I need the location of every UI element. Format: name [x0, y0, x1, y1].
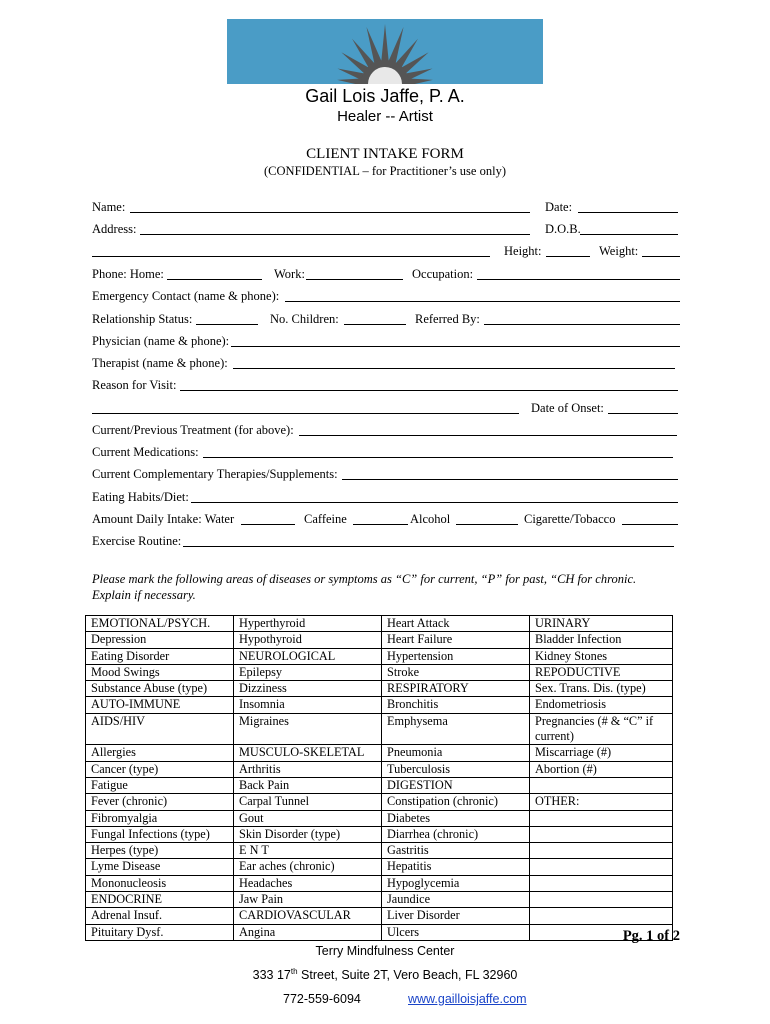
symptom-cell[interactable]: Hypertension [382, 648, 530, 664]
symptom-cell[interactable]: URINARY [530, 616, 673, 632]
symptom-cell[interactable]: Lyme Disease [86, 859, 234, 875]
alcohol-field[interactable] [456, 524, 518, 525]
occupation-label: Occupation: [412, 267, 474, 281]
referred-by-label: Referred By: [415, 312, 480, 326]
symptom-cell[interactable]: AIDS/HIV [86, 713, 234, 745]
symptom-cell[interactable]: Heart Attack [382, 616, 530, 632]
row-therapist [92, 355, 680, 371]
current-treatment-label: Current/Previous Treatment (for above): [92, 423, 294, 437]
symptom-cell[interactable] [530, 810, 673, 826]
dob-field[interactable] [580, 234, 678, 235]
name-field[interactable] [130, 212, 530, 213]
table-row [86, 859, 673, 875]
row-exercise [92, 533, 680, 549]
therapist-field[interactable] [233, 368, 675, 369]
sunburst-logo-icon [227, 19, 543, 84]
symptom-cell[interactable]: Fungal Infections (type) [86, 826, 234, 842]
weight-label: Weight: [599, 244, 639, 258]
symptom-cell[interactable] [530, 843, 673, 859]
symptom-cell[interactable]: Hyperthyroid [234, 616, 382, 632]
symptom-cell[interactable]: Substance Abuse (type) [86, 681, 234, 697]
reason-for-visit-field[interactable] [180, 390, 678, 391]
symptom-cell[interactable]: EMOTIONAL/PSYCH. [86, 616, 234, 632]
symptom-table [85, 615, 673, 941]
row-date-of-onset [92, 400, 680, 416]
table-row [86, 745, 673, 761]
symptom-cell[interactable]: Heart Failure [382, 632, 530, 648]
symptom-cell[interactable]: Epilepsy [234, 664, 382, 680]
reason-line2-field[interactable] [92, 413, 519, 414]
symptom-cell[interactable]: CARDIOVASCULAR [234, 908, 382, 924]
date-field[interactable] [578, 212, 678, 213]
row-name-date [92, 199, 680, 215]
work-field[interactable] [306, 279, 403, 280]
symptom-cell[interactable]: Ulcers [382, 924, 530, 940]
height-field[interactable] [546, 256, 590, 257]
table-row [86, 892, 673, 908]
address-line2-field[interactable] [92, 256, 490, 257]
symptom-cell[interactable] [530, 859, 673, 875]
business-name: Gail Lois Jaffe, P. A. [305, 86, 465, 106]
symptom-cell[interactable]: Insomnia [234, 697, 382, 713]
symptom-cell[interactable]: Angina [234, 924, 382, 940]
symptom-cell[interactable]: Fever (chronic) [86, 794, 234, 810]
symptom-cell[interactable]: Allergies [86, 745, 234, 761]
phone-home-field[interactable] [167, 279, 262, 280]
footer-address [0, 967, 770, 982]
form-subtitle: (CONFIDENTIAL – for Practitioner’s use only) [264, 164, 506, 178]
symptom-cell[interactable]: Fatigue [86, 777, 234, 793]
symptom-cell[interactable]: Dizziness [234, 681, 382, 697]
symptom-cell[interactable]: Miscarriage (#) [530, 745, 673, 761]
table-row [86, 924, 673, 940]
footer-website-link[interactable]: www.gailloisjaffe.com [408, 992, 527, 1006]
symptom-instructions: Please mark the following areas of diseases or symptoms as “C” for current, “P” for past, “CH for chronic. Explain if necessary. [92, 572, 637, 602]
eating-habits-field[interactable] [191, 502, 678, 503]
symptom-cell[interactable] [530, 908, 673, 924]
symptom-cell[interactable]: Headaches [234, 875, 382, 891]
water-label: Amount Daily Intake: Water [92, 512, 235, 526]
symptom-cell[interactable]: Constipation (chronic) [382, 794, 530, 810]
symptom-cell[interactable]: Tuberculosis [382, 761, 530, 777]
footer-street-rest: Street, Suite 2T, Vero Beach, FL 32960 [297, 968, 518, 983]
phone-home-label: Phone: Home: [92, 267, 164, 281]
date-of-onset-label: Date of Onset: [531, 401, 604, 415]
table-row [86, 632, 673, 648]
symptom-cell[interactable]: Ear aches (chronic) [234, 859, 382, 875]
row-phone [92, 266, 680, 282]
table-row [86, 664, 673, 680]
dob-label: D.O.B. [545, 222, 581, 236]
current-medications-field[interactable] [203, 457, 673, 458]
symptom-cell[interactable]: Emphysema [382, 713, 530, 745]
form-title: CLIENT INTAKE FORM [306, 146, 464, 162]
current-medications-label: Current Medications: [92, 445, 199, 459]
symptom-cell[interactable]: ENDOCRINE [86, 892, 234, 908]
symptom-cell[interactable]: Hypothyroid [234, 632, 382, 648]
emergency-contact-field[interactable] [285, 301, 680, 302]
row-height-weight [92, 243, 680, 259]
relationship-status-label: Relationship Status: [92, 312, 193, 326]
footer-center-name: Terry Mindfulness Center [315, 944, 455, 958]
symptom-cell[interactable]: Mononucleosis [86, 875, 234, 891]
emergency-contact-label: Emergency Contact (name & phone): [92, 289, 280, 303]
symptom-cell[interactable]: Sex. Trans. Dis. (type) [530, 681, 673, 697]
reason-for-visit-label: Reason for Visit: [92, 378, 177, 392]
table-row [86, 810, 673, 826]
weight-field[interactable] [642, 256, 680, 257]
cigarette-label: Cigarette/Tobacco [524, 512, 616, 526]
symptom-cell[interactable]: REPODUCTIVE [530, 664, 673, 680]
symptom-cell[interactable] [530, 826, 673, 842]
symptom-cell[interactable]: Adrenal Insuf. [86, 908, 234, 924]
symptom-cell[interactable]: Hypoglycemia [382, 875, 530, 891]
name-label: Name: [92, 200, 126, 214]
complementary-field[interactable] [342, 479, 678, 480]
footer-street-sup: th [290, 967, 298, 976]
symptom-cell[interactable]: NEUROLOGICAL [234, 648, 382, 664]
symptom-cell[interactable]: RESPIRATORY [382, 681, 530, 697]
symptom-cell[interactable]: Hepatitis [382, 859, 530, 875]
alcohol-label: Alcohol [410, 512, 451, 526]
table-row [86, 697, 673, 713]
referred-by-field[interactable] [484, 324, 680, 325]
symptom-cell[interactable]: Bronchitis [382, 697, 530, 713]
row-physician [92, 333, 680, 349]
table-row [86, 908, 673, 924]
height-label: Height: [504, 244, 542, 258]
symptom-cell[interactable]: Jaundice [382, 892, 530, 908]
no-children-label: No. Children: [270, 312, 339, 326]
table-row [86, 761, 673, 777]
symptom-cell[interactable]: Cancer (type) [86, 761, 234, 777]
symptom-cell[interactable]: Depression [86, 632, 234, 648]
symptom-cell[interactable]: Pituitary Dysf. [86, 924, 234, 940]
symptom-cell[interactable]: Eating Disorder [86, 648, 234, 664]
caffeine-field[interactable] [353, 524, 408, 525]
symptom-cell[interactable] [530, 875, 673, 891]
row-complementary [92, 466, 680, 482]
symptom-cell[interactable]: Jaw Pain [234, 892, 382, 908]
symptom-cell[interactable]: DIGESTION [382, 777, 530, 793]
exercise-field[interactable] [183, 546, 674, 547]
row-emergency-contact [92, 288, 680, 304]
table-row [86, 616, 673, 632]
symptom-cell[interactable]: Pneumonia [382, 745, 530, 761]
footer-phone: 772-559-6094 [283, 992, 361, 1006]
exercise-label: Exercise Routine: [92, 534, 182, 548]
symptom-cell[interactable]: Endometriosis [530, 697, 673, 713]
table-row [86, 794, 673, 810]
symptom-cell[interactable]: Diabetes [382, 810, 530, 826]
symptom-cell[interactable]: Pregnancies (# & “C” if current) [530, 713, 673, 745]
address-field[interactable] [140, 234, 530, 235]
symptom-cell[interactable]: Back Pain [234, 777, 382, 793]
relationship-status-field[interactable] [196, 324, 258, 325]
current-treatment-field[interactable] [299, 435, 677, 436]
therapist-label: Therapist (name & phone): [92, 356, 228, 370]
complementary-label: Current Complementary Therapies/Supplements: [92, 467, 338, 481]
no-children-field[interactable] [344, 324, 406, 325]
row-reason-for-visit [92, 377, 680, 393]
date-of-onset-field[interactable] [608, 413, 678, 414]
symptom-cell[interactable]: Abortion (#) [530, 761, 673, 777]
table-row [86, 648, 673, 664]
table-row [86, 681, 673, 697]
symptom-cell[interactable]: MUSCULO-SKELETAL [234, 745, 382, 761]
header-banner-logo [227, 19, 543, 84]
work-label: Work: [274, 267, 305, 281]
row-relationship [92, 311, 680, 327]
symptom-cell[interactable]: Liver Disorder [382, 908, 530, 924]
symptom-cell[interactable]: Stroke [382, 664, 530, 680]
occupation-field[interactable] [477, 279, 680, 280]
cigarette-field[interactable] [622, 524, 678, 525]
symptom-cell[interactable]: AUTO-IMMUNE [86, 697, 234, 713]
table-row [86, 713, 673, 745]
water-field[interactable] [241, 524, 295, 525]
row-address-dob [92, 221, 680, 237]
symptom-cell[interactable]: Diarrhea (chronic) [382, 826, 530, 842]
symptom-cell[interactable] [530, 892, 673, 908]
symptom-cell[interactable]: Arthritis [234, 761, 382, 777]
eating-habits-label: Eating Habits/Diet: [92, 490, 189, 504]
row-current-medications [92, 444, 680, 460]
symptom-cell[interactable]: Migraines [234, 713, 382, 745]
symptom-cell[interactable]: Herpes (type) [86, 843, 234, 859]
symptom-cell[interactable]: Skin Disorder (type) [234, 826, 382, 842]
row-current-treatment [92, 422, 680, 438]
date-label: Date: [545, 200, 573, 214]
business-subtitle: Healer -- Artist [337, 108, 433, 125]
table-row [86, 826, 673, 842]
symptom-cell[interactable]: OTHER: [530, 794, 673, 810]
symptom-cell[interactable]: E N T [234, 843, 382, 859]
symptom-cell[interactable]: Kidney Stones [530, 648, 673, 664]
physician-label: Physician (name & phone): [92, 334, 230, 348]
symptom-cell[interactable]: Bladder Infection [530, 632, 673, 648]
address-label: Address: [92, 222, 137, 236]
symptom-cell[interactable]: Gastritis [382, 843, 530, 859]
footer-street-num: 333 17 [252, 968, 291, 983]
symptom-cell[interactable] [530, 777, 673, 793]
physician-field[interactable] [231, 346, 680, 347]
caffeine-label: Caffeine [304, 512, 347, 526]
page-number: Pg. 1 of 2 [622, 928, 680, 944]
table-row [86, 777, 673, 793]
symptom-cell[interactable]: Gout [234, 810, 382, 826]
symptom-cell[interactable]: Carpal Tunnel [234, 794, 382, 810]
row-eating-habits [92, 489, 680, 505]
table-row [86, 843, 673, 859]
symptom-cell[interactable]: Fibromyalgia [86, 810, 234, 826]
table-row [86, 875, 673, 891]
row-daily-intake [92, 511, 680, 527]
symptom-cell[interactable]: Mood Swings [86, 664, 234, 680]
